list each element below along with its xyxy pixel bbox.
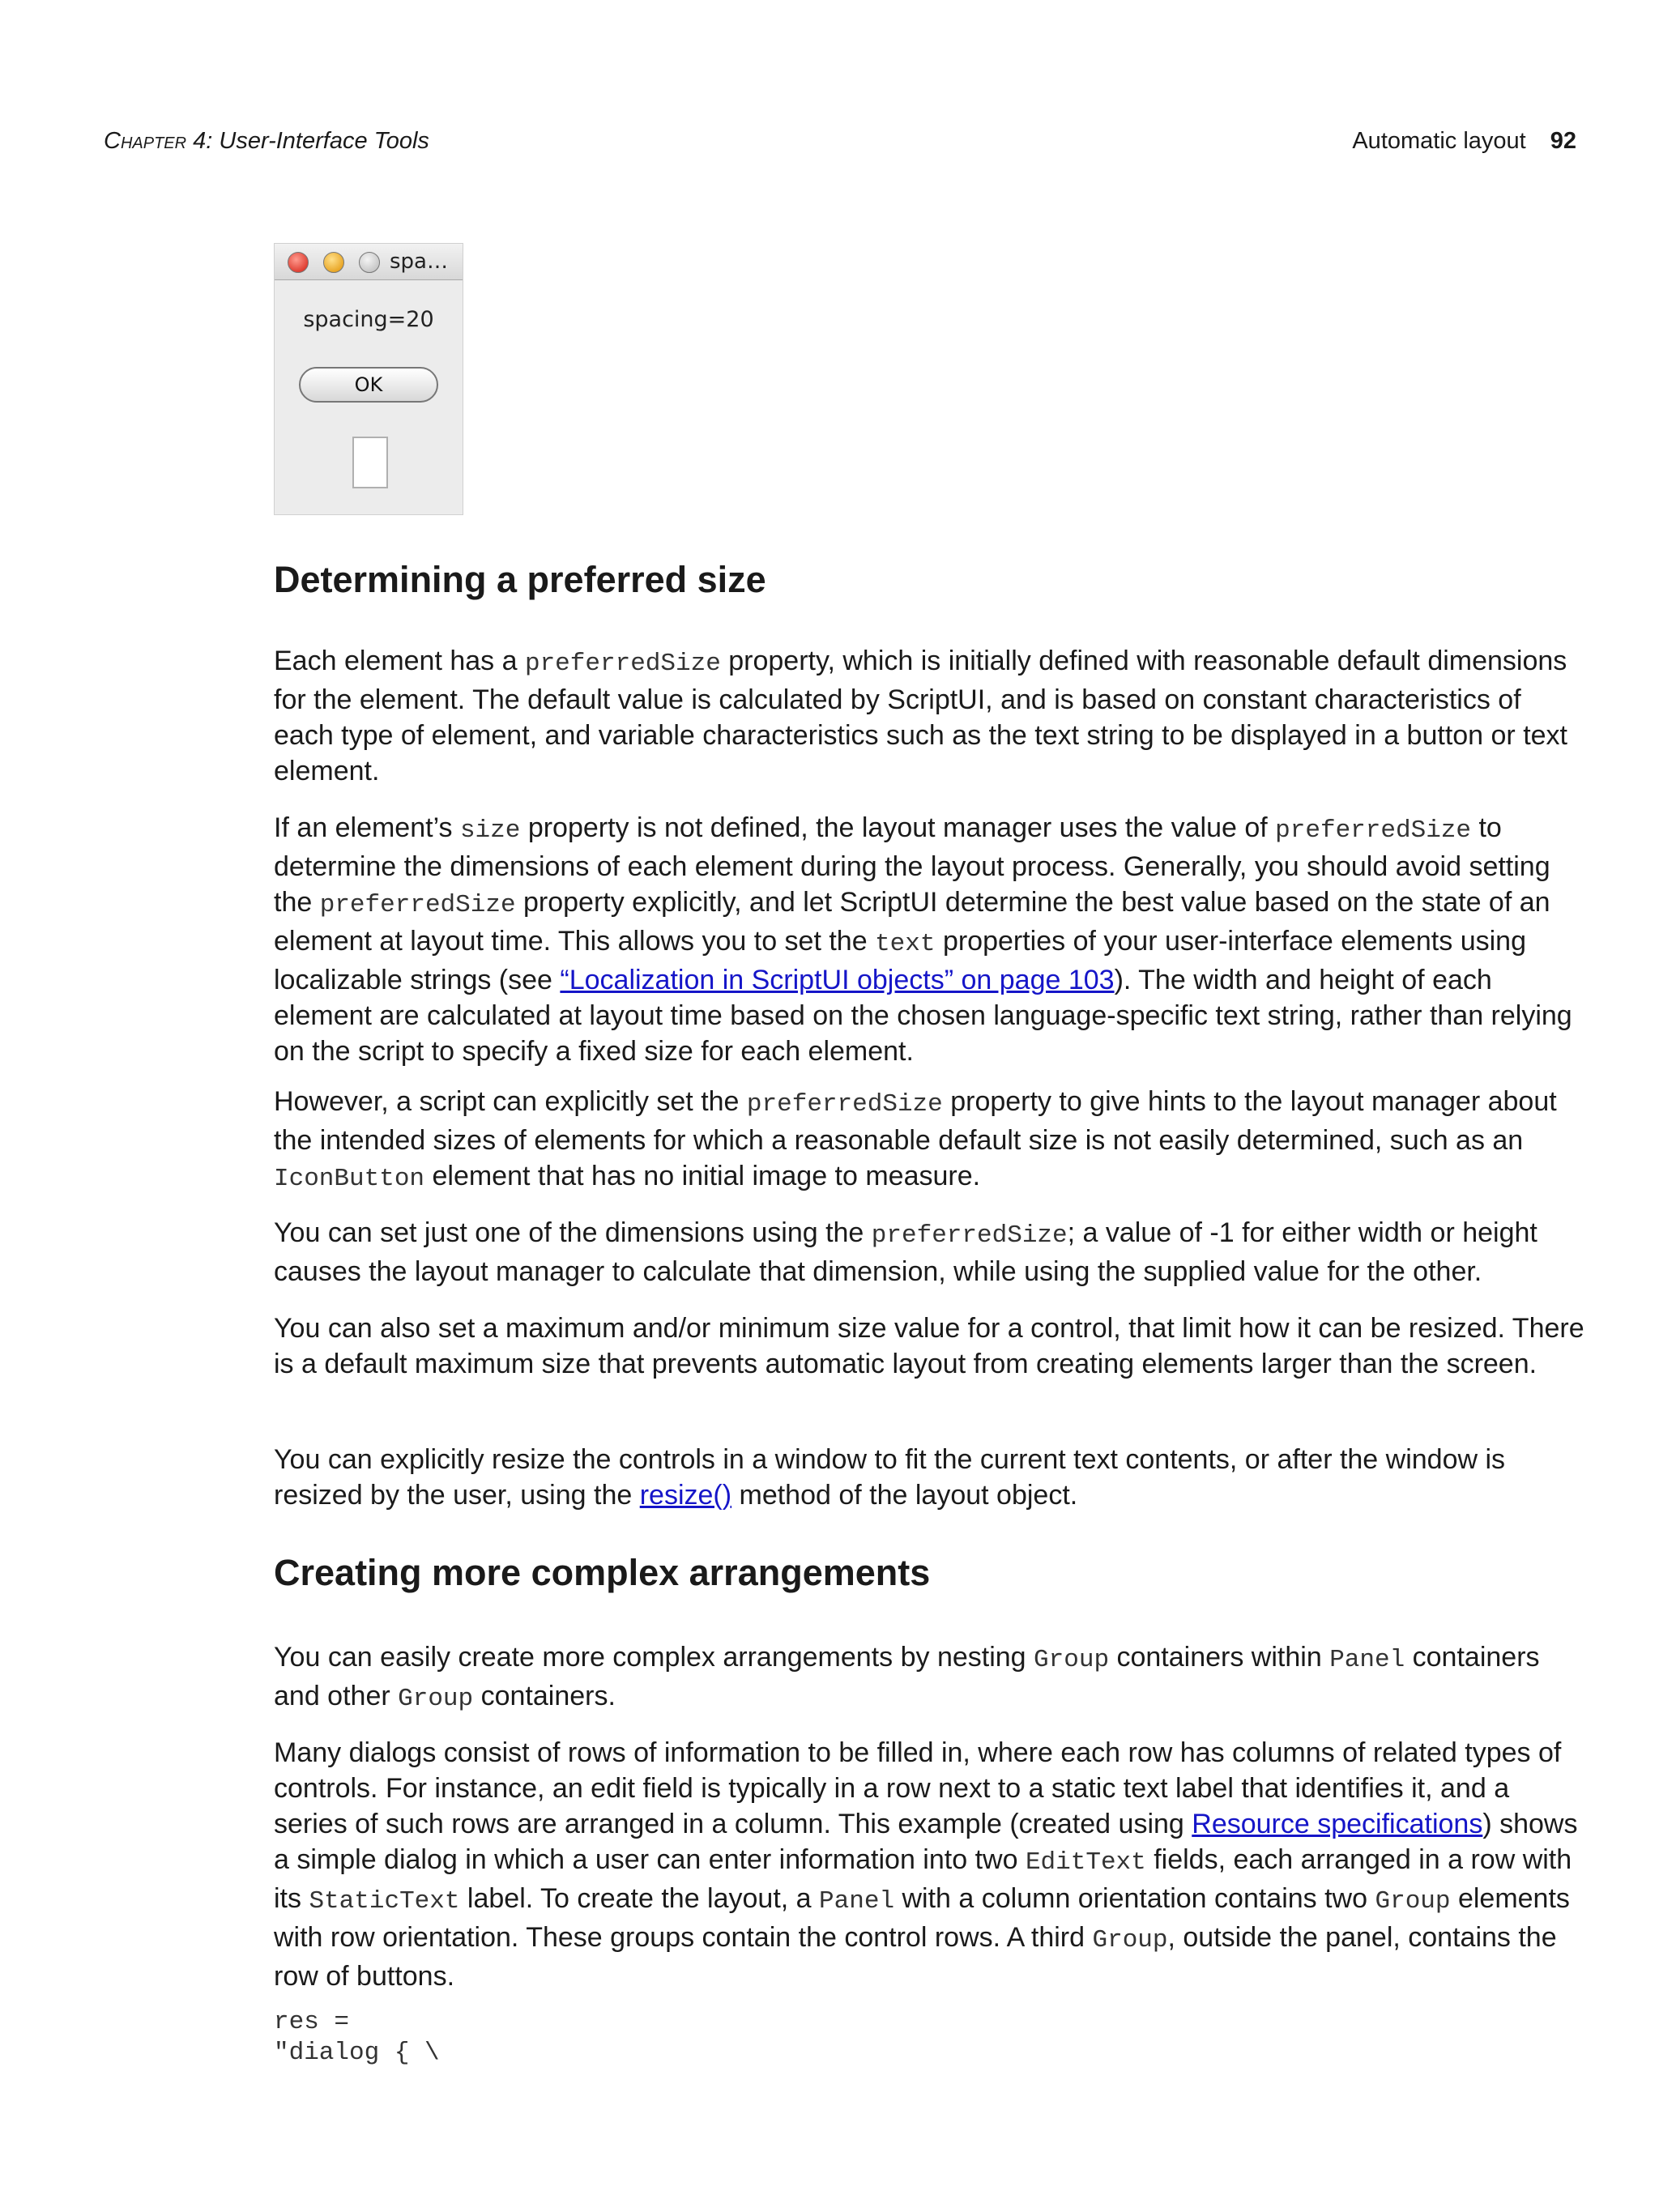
text: ) shows a simple dialog in which a user can enter information into two	[274, 1809, 1578, 1875]
code-term: preferredSize	[871, 1221, 1068, 1250]
paragraph-nesting-groups	[274, 1639, 1586, 1717]
spacing-window-screenshot	[274, 243, 463, 515]
code-term: Panel	[819, 1887, 895, 1916]
text: property is not defined, the layout manager uses the value of	[520, 812, 1276, 843]
text: You can set just one of the dimensions using the	[274, 1217, 872, 1248]
window-title: spa…	[390, 249, 448, 274]
text: to determine the dimensions of each element during the layout process. Generally, you should avoid setting the	[274, 812, 1550, 918]
heading-determining-preferred-size: Determining a preferred size	[274, 559, 766, 600]
code-term: Panel	[1329, 1646, 1405, 1674]
code-term: EditText	[1025, 1848, 1146, 1877]
chapter-title	[104, 128, 429, 155]
text: You can explicitly resize the controls in a window to fit the current text contents, or after the window is resized by the user, using the	[274, 1444, 1506, 1511]
text: containers.	[473, 1681, 616, 1711]
text: property explicitly, and let ScriptUI determine the best value based on the state of an element at layout time. This allows you to set the	[274, 887, 1550, 957]
page-header	[104, 128, 1576, 160]
code-term: Group	[1092, 1926, 1168, 1954]
paragraph-dialog-rows	[274, 1735, 1586, 1994]
paragraph-explicit-preferred-size	[274, 1084, 1586, 1197]
text: properties of your user-interface elements using localizable strings (see	[274, 926, 1526, 995]
link-resize[interactable]: resize()	[639, 1480, 732, 1511]
text: If an element’s	[274, 812, 460, 843]
heading-complex-arrangements: Creating more complex arrangements	[274, 1552, 931, 1593]
text: ; a value of -1 for either width or height causes the layout manager to calculate that dimension, while using the supplied value for the other.	[274, 1217, 1537, 1287]
paragraph-preferred-size-intro	[274, 643, 1586, 789]
code-term: preferredSize	[319, 891, 516, 919]
page-number: 92	[1550, 128, 1576, 154]
link-resource-specifications[interactable]: Resource specifications	[1192, 1809, 1483, 1839]
zoom-icon	[359, 252, 380, 273]
code-term: size	[459, 816, 521, 845]
code-line: "dialog { \	[274, 2039, 440, 2067]
text: Many dialogs consist of rows of information to be filled in, where each row has columns of related types of controls. For instance, an edit field is typically in a row next to a static text label that identifies it, and a series of such rows are arranged in a column. This example (created using	[274, 1737, 1562, 1839]
ok-button: OK	[299, 367, 438, 403]
text: containers within	[1109, 1642, 1330, 1673]
code-term: preferredSize	[524, 650, 721, 678]
window-titlebar	[275, 244, 463, 280]
text: Each element has a	[274, 646, 525, 676]
text: , outside the panel, contains the row of buttons.	[274, 1922, 1557, 1992]
text: containers and other	[274, 1642, 1540, 1711]
text: ). The width and height of each element are calculated at layout time based on the chosen language-specific text string, rather than relying on the script to specify a fixed size for each element.	[274, 965, 1572, 1067]
chapter-label: Chapter 4:	[104, 128, 213, 154]
text: method of the layout object.	[731, 1480, 1078, 1511]
text: label. To create the layout, a	[459, 1883, 820, 1914]
text: property to give hints to the layout manager about the intended sizes of elements for which a reasonable default size is not easily determined, such as an	[274, 1086, 1557, 1156]
text: element that has no initial image to measure.	[424, 1161, 981, 1191]
code-term: preferredSize	[1275, 816, 1472, 845]
code-term: StaticText	[309, 1887, 460, 1916]
code-term: text	[875, 930, 936, 958]
paragraph-min-max-size	[274, 1311, 1586, 1382]
code-term: preferredSize	[746, 1090, 943, 1119]
text: with a column orientation contains two	[894, 1883, 1375, 1914]
minimize-icon	[323, 252, 344, 273]
close-icon	[288, 252, 309, 273]
text: elements with row orientation. These groups contain the control rows. A third	[274, 1883, 1570, 1953]
paragraph-size-property	[274, 810, 1586, 1069]
code-example	[274, 2007, 440, 2069]
paragraph-resize	[274, 1442, 1586, 1513]
text: However, a script can explicitly set the	[274, 1086, 747, 1117]
code-term: Group	[1375, 1887, 1451, 1916]
paragraph-one-dimension	[274, 1215, 1586, 1289]
section-name: Automatic layout	[1352, 128, 1526, 154]
code-term: IconButton	[274, 1165, 425, 1193]
empty-edit-box	[352, 437, 388, 488]
link-localization[interactable]: “Localization in ScriptUI objects” on page 103	[560, 965, 1115, 995]
text: property, which is initially defined with reasonable default dimensions for the element. The default value is calculated by ScriptUI, and is based on constant characteristics of each type of element, and variable characteristics such as the text string to be displayed in a button or text element.	[274, 646, 1568, 786]
spacing-label: spacing=20	[303, 307, 434, 332]
text: You can easily create more complex arrangements by nesting	[274, 1642, 1034, 1673]
code-term: Group	[1034, 1646, 1110, 1674]
chapter-name: User-Interface Tools	[219, 128, 429, 154]
code-term: Group	[398, 1685, 474, 1713]
text: fields, each arranged in a row with its	[274, 1844, 1572, 1914]
text: You can also set a maximum and/or minimum size value for a control, that limit how it can be resized. There is a default maximum size that prevents automatic layout from creating elements larger than the screen.	[274, 1313, 1584, 1379]
section-title	[1352, 128, 1576, 155]
code-line: res =	[274, 2008, 350, 2036]
